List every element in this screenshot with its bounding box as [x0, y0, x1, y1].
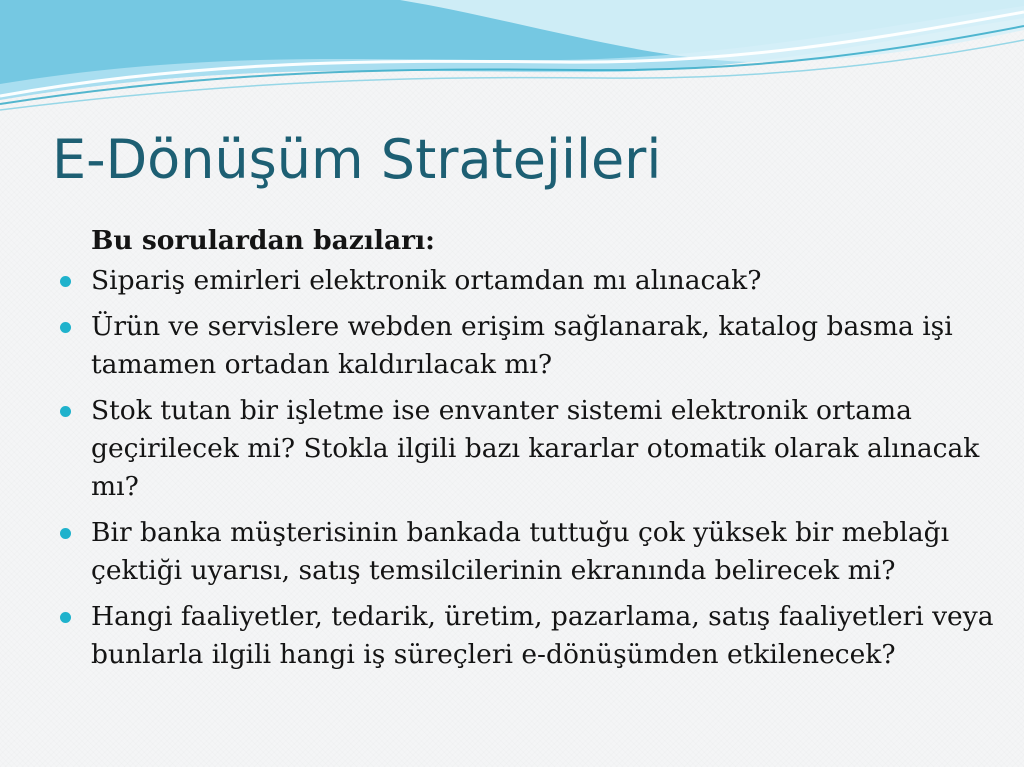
- slide-body: [60, 222, 1000, 682]
- bullet-dot-icon: [60, 276, 71, 287]
- bullet-item: [60, 392, 1000, 506]
- intro-text: Bu sorulardan bazıları:: [91, 225, 435, 256]
- bullet-text: Hangi faaliyetler, tedarik, üretim, pazarlama, satış faaliyetleri veya bunlarla ilgili hangi iş süreçleri e-dönüşümden etkilenecek?: [91, 601, 994, 670]
- bullet-text: Bir banka müşterisinin bankada tuttuğu çok yüksek bir meblağı çektiği uyarısı, satış temsilcilerinin ekranında belirecek mi?: [91, 517, 950, 586]
- bullet-text: Sipariş emirleri elektronik ortamdan mı alınacak?: [91, 265, 762, 296]
- bullet-text: Stok tutan bir işletme ise envanter sistemi elektronik ortama geçirilecek mi? Stokla ilgili bazı kararlar otomatik olarak alınacak mı?: [91, 395, 980, 502]
- bullet-item: [60, 308, 1000, 384]
- bullet-dot-icon: [60, 406, 71, 417]
- slide-title: E-Dönüşüm Stratejileri: [52, 128, 662, 191]
- bullet-item: [60, 598, 1000, 674]
- bullet-list: [60, 262, 1000, 674]
- bullet-item: [60, 514, 1000, 590]
- bullet-item: [60, 262, 1000, 300]
- bullet-dot-icon: [60, 612, 71, 623]
- bullet-text: Ürün ve servislere webden erişim sağlanarak, katalog basma işi tamamen ortadan kaldırılacak mı?: [91, 311, 953, 380]
- bullet-dot-icon: [60, 322, 71, 333]
- bullet-dot-icon: [60, 528, 71, 539]
- header-wave-decoration: [0, 0, 1024, 120]
